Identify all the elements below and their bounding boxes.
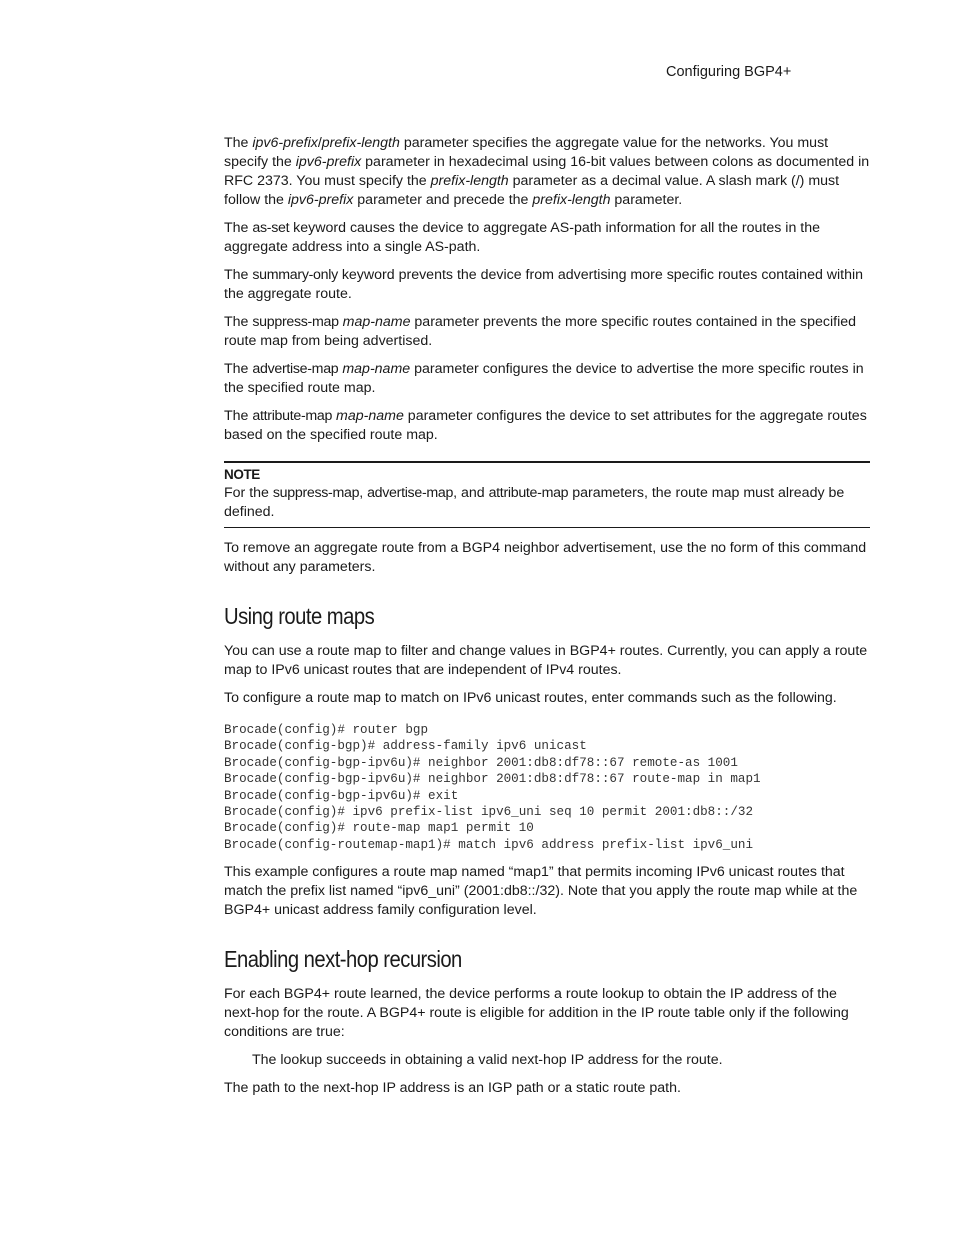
para-attribute-map: [224, 407, 870, 445]
keyword-summary-only: summary-only: [252, 267, 338, 283]
section-heading-next-hop-recursion: Enabling next-hop recursion: [224, 946, 462, 973]
para-as-set: [224, 219, 870, 257]
arg-ipv6-prefix: ipv6-prefix: [252, 135, 318, 151]
text: parameter specifies the aggregate value for the networks. You must specify the: [224, 135, 829, 170]
para-next-hop-intro: For each BGP4+ route learned, the device performs a route lookup to obtain the IP address of the next-hop for the route. A BGP4+ route is eligible for addition in the IP route table only if the following conditions are true:: [224, 986, 849, 1041]
keyword-as-set: as-set: [252, 220, 290, 236]
text: /: [317, 135, 322, 151]
keyword-attribute-map: attribute-map: [488, 485, 569, 501]
para-condition-path: The path to the next-hop IP address is an IGP path or a static route path.: [224, 1080, 681, 1097]
arg-map-name: map-name: [342, 314, 411, 330]
text: parameter in hexadecimal using 16-bit values between colons as documented in RFC 2373. You must specify the: [224, 154, 870, 189]
keyword-advertise-map: advertise-map: [252, 361, 339, 377]
text: parameter.: [610, 192, 683, 208]
text: For the: [224, 485, 273, 501]
arg-ipv6-prefix: ipv6-prefix: [295, 154, 362, 170]
para-route-maps-example: This example configures a route map named “map1” that permits incoming IPv6 unicast routes that match the prefix list named “ipv6_uni” (2001:db8::/32). Note that you apply the route map while at the BGP4+ unicast address family configuration level.: [224, 864, 858, 919]
para-remove-aggregate: [224, 539, 870, 577]
para-advertise-map: [224, 360, 870, 398]
arg-prefix-length: prefix-length: [321, 135, 400, 151]
note-box: [224, 461, 870, 528]
para-route-maps-configure: To configure a route map to match on IPv6 unicast routes, enter commands such as the following.: [224, 690, 837, 706]
note-title: NOTE: [224, 467, 260, 482]
text: The: [224, 220, 253, 236]
text: The: [224, 408, 253, 424]
text: parameter configures the device to advertise the more specific routes in the specified route map.: [224, 361, 864, 396]
para-ipv6-prefix: [224, 134, 870, 210]
text: The: [224, 267, 253, 283]
text: The: [224, 314, 253, 330]
arg-prefix-length: prefix-length: [430, 173, 509, 189]
arg-ipv6-prefix: ipv6-prefix: [287, 192, 354, 208]
running-header: Configuring BGP4+: [666, 64, 792, 80]
keyword-no: no: [710, 540, 726, 556]
keyword-advertise-map: advertise-map: [367, 485, 454, 501]
keyword-suppress-map: suppress-map: [272, 485, 360, 501]
para-suppress-map: [224, 313, 870, 351]
keyword-attribute-map: attribute-map: [252, 408, 333, 424]
text: parameter configures the device to set attributes for the aggregate routes based on the specified route map.: [224, 408, 867, 443]
text: form of this command without any parameters.: [224, 540, 867, 575]
page-body: [224, 134, 870, 1107]
para-route-maps-intro: You can use a route map to filter and change values in BGP4+ routes. Currently, you can apply a route map to IPv6 unicast routes that are independent of IPv4 routes.: [224, 643, 868, 678]
keyword-suppress-map: suppress-map: [252, 314, 339, 330]
text: The: [224, 361, 253, 377]
text: ,: [359, 485, 368, 501]
arg-map-name: map-name: [336, 408, 404, 424]
arg-prefix-length: prefix-length: [532, 192, 611, 208]
text: , and: [453, 485, 489, 501]
para-condition-lookup: The lookup succeeds in obtaining a valid next-hop IP address for the route.: [252, 1052, 723, 1069]
text: parameters, the route map must already be defined.: [224, 485, 845, 520]
text: parameter as a decimal value. A slash mark (/) must follow the: [224, 173, 840, 208]
code-block-route-map: Brocade(config)# router bgp Brocade(config-bgp)# address-family ipv6 unicast Brocade(config-bgp-ipv6u)# neighbor 2001:db8:df78::67 remote-as 1001 Brocade(config-bgp-ipv6u)# neighbor 2001:db8:df78::67 route-map in map1 Brocade(config-bgp-ipv6u)# exit Brocade(config)# ipv6 prefix-list ipv6_uni seq 10 permit 2001:db8::/32 Brocade(config)# route-map map1 permit 10 Brocade(config-routemap-map1)# match ipv6 address prefix-list ipv6_uni: [224, 723, 761, 852]
text: keyword prevents the device from advertising more specific routes contained within the aggregate route.: [224, 267, 864, 302]
text: parameter and precede the: [353, 192, 533, 208]
text: parameter prevents the more specific routes contained in the specified route map from being advertised.: [224, 314, 857, 349]
note-text: [224, 484, 870, 522]
arg-map-name: map-name: [342, 361, 411, 377]
text: keyword causes the device to aggregate AS-path information for all the routes in the aggregate address into a single AS-path.: [224, 220, 820, 255]
section-heading-using-route-maps: Using route maps: [224, 603, 375, 629]
text: To remove an aggregate route from a BGP4 neighbor advertisement, use the: [224, 540, 711, 556]
para-summary-only: [224, 266, 870, 304]
text: The: [224, 135, 253, 151]
